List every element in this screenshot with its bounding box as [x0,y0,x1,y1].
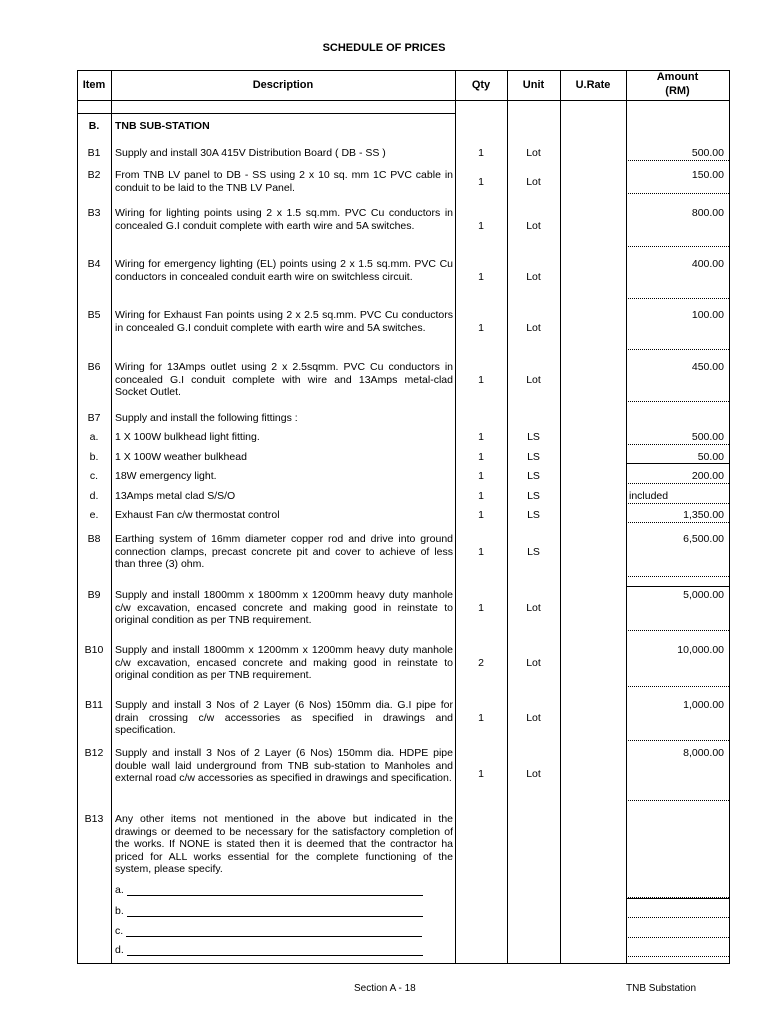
item-code: B13 [84,813,104,825]
item-amount: 6,500.00 [683,533,724,545]
item-unit: Lot [526,374,541,386]
item-code: B9 [87,589,101,601]
specify-line[interactable]: c. [115,925,422,937]
item-unit: LS [527,546,540,558]
item-description: 18W emergency light. [115,470,217,482]
item-description: 1 X 100W weather bulkhead [115,451,247,463]
item-qty: 1 [478,602,484,614]
item-code: c. [89,470,99,482]
item-qty: 1 [478,147,484,159]
item-code: B8 [87,533,101,545]
item-code: a. [89,431,99,443]
item-amount: 200.00 [691,470,724,482]
item-qty: 1 [478,176,484,188]
item-qty: 1 [478,322,484,334]
item-amount: 10,000.00 [677,644,724,656]
footer-document: TNB Substation [626,983,697,994]
item-qty: 1 [478,768,484,780]
item-code: B7 [87,412,101,424]
item-amount: 500.00 [691,431,724,443]
item-description: 1 X 100W bulkhead light fitting. [115,431,260,443]
item-description: Supply and install the following fittings : [115,412,298,424]
item-qty: 1 [478,546,484,558]
item-unit: Lot [526,220,541,232]
header-amount: Amount (RM) [656,71,699,97]
header-qty: Qty [471,79,491,91]
item-unit: LS [527,451,540,463]
item-code: B4 [87,258,101,270]
item-unit: Lot [526,271,541,283]
item-code: B6 [87,361,101,373]
item-code: B12 [84,747,104,759]
item-code: d. [89,490,99,502]
header-urate: U.Rate [575,79,611,91]
item-unit: Lot [526,657,541,669]
item-amount: 500.00 [691,147,724,159]
item-code: B10 [84,644,104,656]
item-amount: 1,350.00 [683,509,724,521]
item-qty: 1 [478,509,484,521]
item-description: Supply and install 1800mm x 1800mm x 1200mm heavy duty manhole c/w excavation, encased concrete and making good in reinstate to original condition as per TNB requirement. [115,589,453,626]
footer-section: Section A - 18 [354,983,416,994]
item-description: Wiring for lighting points using 2 x 1.5 sq.mm. PVC Cu conductors in concealed G.I conduit complete with earth wire and 5A switches. [115,207,453,232]
item-amount: 8,000.00 [683,747,724,759]
item-amount: 400.00 [691,258,724,270]
item-qty: 1 [478,470,484,482]
item-qty: 1 [478,271,484,283]
item-description: Any other items not mentioned in the above but indicated in the drawings or deemed to be necessary for the satisfactory completion of the works. If NONE is stated then it is deemed that the contractor ha priced for ALL works essential for the complete functioning of the system, please specify. [115,813,453,875]
item-qty: 1 [478,220,484,232]
item-amount: 1,000.00 [683,699,724,711]
header-description: Description [252,79,314,91]
item-description: From TNB LV panel to DB - SS using 2 x 10 sq. mm 1C PVC cable in conduit to be laid to the TNB LV Panel. [115,169,453,194]
item-code: b. [89,451,99,463]
item-description: Supply and install 3 Nos of 2 Layer (6 Nos) 150mm dia. G.I pipe for drain crossing c/w accessories as specified in drawings and specification. [115,699,453,736]
item-description: Earthing system of 16mm diameter copper rod and drive into ground connection clamps, precast concrete pit and cover to achieve of less than three (3) ohm. [115,533,453,570]
specify-line[interactable]: b. [115,905,423,917]
item-description: Exhaust Fan c/w thermostat control [115,509,280,521]
section-title: TNB SUB-STATION [115,120,210,132]
item-description: Wiring for Exhaust Fan points using 2 x 2.5 sq.mm. PVC Cu conductors in concealed G.I conduit complete with earth wire and 5A switches. [115,309,453,334]
item-code: B3 [87,207,101,219]
item-unit: Lot [526,712,541,724]
item-description: 13Amps metal clad S/S/O [115,490,236,502]
item-qty: 1 [478,490,484,502]
item-code: e. [89,509,99,521]
section-code: B. [88,120,100,132]
item-unit: Lot [526,768,541,780]
item-code: B5 [87,309,101,321]
item-amount: 50.00 [697,451,724,463]
item-description: Supply and install 1800mm x 1200mm x 1200mm heavy duty manhole c/w excavation, encased concrete and making good in reinstate to original condition as per TNB requirement. [115,644,453,681]
item-description: Supply and install 30A 415V Distribution Board ( DB - SS ) [115,147,386,159]
item-amount: 800.00 [691,207,724,219]
item-qty: 1 [478,374,484,386]
item-unit: Lot [526,176,541,188]
item-amount: 150.00 [691,169,724,181]
header-unit: Unit [522,79,545,91]
item-unit: LS [527,490,540,502]
page-title: SCHEDULE OF PRICES [322,42,446,54]
item-qty: 1 [478,451,484,463]
item-code: B2 [87,169,101,181]
item-code: B11 [85,699,103,711]
item-amount: 100.00 [691,309,724,321]
specify-line[interactable]: a. [115,884,423,896]
specify-line[interactable]: d. [115,944,423,956]
item-amount: 450.00 [691,361,724,373]
item-description: Wiring for emergency lighting (EL) points using 2 x 1.5 sq.mm. PVC Cu conductors in concealed conduit earth wire on switchless circuit. [115,258,453,283]
item-code: B1 [87,147,101,159]
item-unit: LS [527,431,540,443]
item-amount: included [629,490,669,502]
item-unit: Lot [526,602,541,614]
item-description: Supply and install 3 Nos of 2 Layer (6 Nos) 150mm dia. HDPE pipe double wall laid underground from TNB sub-station to Manholes and external road c/w accessories as specified in drawings and specification. [115,747,453,784]
item-unit: LS [527,470,540,482]
header-item: Item [82,79,106,91]
item-unit: LS [527,509,540,521]
item-qty: 1 [478,431,484,443]
item-unit: Lot [526,147,541,159]
item-qty: 2 [478,657,484,669]
item-amount: 5,000.00 [683,589,724,601]
item-description: Wiring for 13Amps outlet using 2 x 2.5sqmm. PVC Cu conductors in concealed G.I conduit complete with wire and 13Amps metal-clad Socket Outlet. [115,361,453,398]
item-qty: 1 [478,712,484,724]
item-unit: Lot [526,322,541,334]
